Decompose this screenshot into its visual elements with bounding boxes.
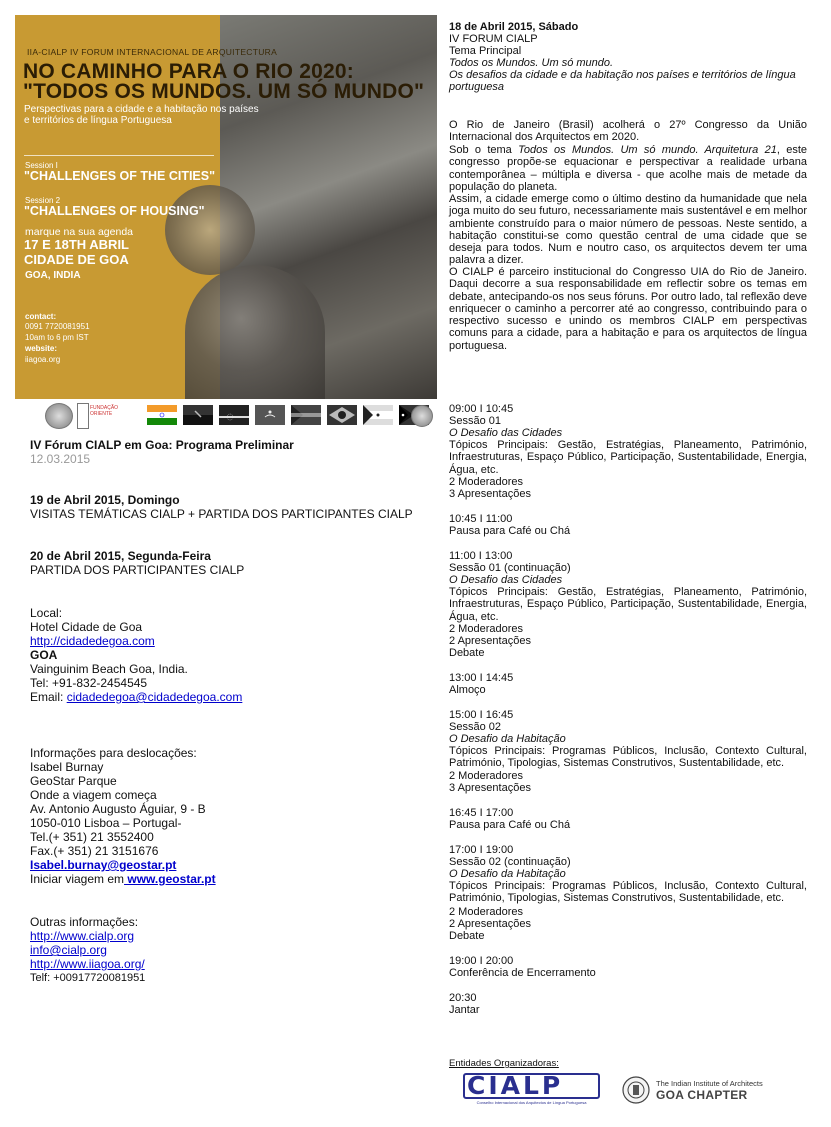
- poster-dates: 17 E 18TH ABRIL: [24, 237, 129, 252]
- iiagoa-website-link[interactable]: http://www.iiagoa.org/: [30, 957, 145, 971]
- poster-agenda-line: marque na sua agenda: [25, 226, 133, 238]
- poster-website: iiagoa.org: [25, 355, 61, 364]
- intro-paragraph3: Assim, a cidade emerge como o último destino da humanidade que nela joga muito do seu futuro, necessariamente mais sustentável e em melhor ambiente construído para o maior número de pessoas. Neste sentido, a habitação constitui-se como questão central de uma cidade que se deseja para todos. Num e noutro caso, os arquitectos devem ter uma palavra a dizer.: [449, 193, 807, 267]
- goa-label: GOA: [30, 648, 58, 662]
- break1-time: 10:45 I 11:00: [449, 513, 513, 525]
- other-phone: Telf: +00917720081951: [30, 972, 146, 984]
- iia-seal-icon: [622, 1076, 650, 1104]
- day19-title: 19 de Abril 2015, Domingo: [30, 493, 180, 507]
- iia-emblem-icon: [45, 403, 73, 429]
- closing-time: 19:00 I 20:00: [449, 955, 514, 967]
- india-flag-icon: [147, 405, 177, 425]
- intro-paragraph2: [449, 144, 807, 193]
- poster-photo-pipe: [165, 185, 255, 275]
- travel-city: 1050-010 Lisboa – Portugal-: [30, 816, 182, 830]
- cialp-vertical-logo-icon: [77, 403, 89, 429]
- brazil-flag-icon: [327, 405, 357, 425]
- theme-line1: Todos os Mundos. Um só mundo.: [449, 57, 614, 69]
- s1-theme: O Desafio das Cidades: [449, 427, 563, 439]
- poster-subtitle-line2: e territórios de língua Portuguesa: [24, 115, 172, 126]
- s1-moderators: 2 Moderadores: [449, 476, 523, 488]
- s1c-debate: Debate: [449, 647, 485, 659]
- iia-logo-line1: The Indian Institute of Architects: [656, 1079, 763, 1088]
- hotel-name: Hotel Cidade de Goa: [30, 620, 143, 634]
- other-info-label: Outras informações:: [30, 915, 139, 929]
- theme-label: Tema Principal: [449, 45, 522, 57]
- travel-fax: Fax.(+ 351) 21 3151676: [30, 844, 159, 858]
- dinner-time: 20:30: [449, 992, 477, 1004]
- day18-title: 18 de Abril 2015, Sábado: [449, 21, 579, 33]
- iia-logo-line2: GOA CHAPTER: [656, 1088, 748, 1102]
- para2-text-a: Sob o tema: [449, 144, 519, 156]
- angola-flag-icon: [183, 405, 213, 425]
- poster-small-heading: IIA-CIALP IV FORUM INTERNACIONAL DE ARQUITECTURA: [27, 47, 278, 57]
- hotel-phone: Tel: +91-832-2454545: [30, 676, 148, 690]
- poster-title-line1: NO CAMINHO PARA O RIO 2020:: [23, 60, 354, 83]
- s2-name: Sessão 02: [449, 721, 501, 733]
- poster-website-label: website:: [25, 344, 58, 353]
- cialp-website-link[interactable]: http://www.cialp.org: [30, 929, 135, 943]
- s1c-time: 11:00 I 13:00: [449, 550, 513, 562]
- poster-session1-label: Session I: [25, 161, 58, 170]
- cialp-email-link[interactable]: info@cialp.org: [30, 943, 107, 957]
- s1c-theme: O Desafio das Cidades: [449, 574, 563, 586]
- s2-moderators: 2 Moderadores: [449, 770, 523, 782]
- travel-street: Av. Antonio Augusto Águiar, 9 - B: [30, 802, 206, 816]
- cialp-logo-text: CIALP: [467, 1071, 564, 1100]
- s2-presentations: 3 Apresentações: [449, 782, 531, 794]
- s2c-theme: O Desafio da Habitação: [449, 868, 566, 880]
- s1c-topics: Tópicos Principais: Gestão, Estratégias, Planeamento, Património, Infraestruturas, Espaço Público, Participação, Sustentabilidade, Energia, Água, etc.: [449, 586, 807, 623]
- intro-paragraph1: O Rio de Janeiro (Brasil) acolherá o 27º Congresso da União Internacional dos Arquitectos em 2020.: [449, 119, 807, 144]
- s1c-presentations: 2 Apresentações: [449, 635, 531, 647]
- macau-flag-icon: [255, 405, 285, 425]
- hotel-address: Vainguinim Beach Goa, India.: [30, 662, 188, 676]
- poster-subtitle-line1: Perspectivas para a cidade e a habitação nos países: [24, 104, 259, 115]
- portugal-emblem-icon: [411, 405, 433, 427]
- poster-divider: [24, 155, 214, 156]
- s2c-debate: Debate: [449, 930, 485, 942]
- travel-start-line: [30, 872, 216, 886]
- closing-text: Conferência de Encerramento: [449, 967, 596, 979]
- poster-session2-label: Session 2: [25, 196, 61, 205]
- day20-title: 20 de Abril 2015, Segunda-Feira: [30, 549, 211, 563]
- program-date: 12.03.2015: [30, 452, 91, 466]
- travel-start-label: Iniciar viagem em: [30, 872, 125, 886]
- s1-time: 09:00 I 10:45: [449, 403, 514, 415]
- hotel-email-link[interactable]: cidadedegoa@cidadedegoa.com: [66, 690, 243, 704]
- travel-company: GeoStar Parque: [30, 774, 117, 788]
- s1c-name: Sessão 01 (continuação): [449, 562, 571, 574]
- cabo-verde-flag-icon: [219, 405, 249, 425]
- poster-title-line2: "TODOS OS MUNDOS. UM SÓ MUNDO": [23, 80, 425, 103]
- sao-tome-flag-icon: [363, 405, 393, 425]
- travel-website-link[interactable]: www.geostar.pt: [124, 872, 216, 886]
- day20-text: PARTIDA DOS PARTICIPANTES CIALP: [30, 563, 245, 577]
- break2-text: Pausa para Café ou Chá: [449, 819, 571, 831]
- para2-text-c: , este congresso propõe-se equacionar e perspectivar a realidade urbana contemporânea – múltipla e diversa - que acolhe mais de metade da população do planeta.: [449, 144, 808, 193]
- mozambique-flag-icon: [291, 405, 321, 425]
- event-poster: [15, 15, 437, 399]
- hotel-email-line: [30, 690, 242, 704]
- travel-phone: Tel.(+ 351) 21 3552400: [30, 830, 154, 844]
- local-label: Local:: [30, 606, 63, 620]
- travel-contact-name: Isabel Burnay: [30, 760, 104, 774]
- email-label: Email:: [30, 690, 67, 704]
- program-title: IV Fórum CIALP em Goa: Programa Preliminar: [30, 438, 294, 452]
- s2-theme: O Desafio da Habitação: [449, 733, 566, 745]
- travel-email-link[interactable]: Isabel.burnay@geostar.pt: [30, 858, 177, 872]
- para2-italic-title: Todos os Mundos. Um só mundo. Arquitetura 21: [518, 144, 777, 156]
- theme-line2: Os desafios da cidade e da habitação nos países e territórios de língua portuguesa: [449, 69, 796, 94]
- poster-contact-phone: 0091 7720081951: [25, 322, 90, 331]
- s2c-topics: Tópicos Principais: Programas Públicos, Inclusão, Contexto Cultural, Património, Tipologias, Sistemas Construtivos, Sustentabilidade, etc.: [449, 880, 807, 905]
- s2c-presentations: 2 Apresentações: [449, 918, 531, 930]
- cialp-logo-caption: Conselho Internacional dos Arquitectos de Língua Portuguesa: [476, 1100, 587, 1105]
- travel-label: Informações para deslocações:: [30, 746, 197, 760]
- organizers-label: Entidades Organizadoras:: [449, 1058, 559, 1069]
- poster-contact-hours: 10am to 6 pm IST: [25, 333, 89, 342]
- lunch-text: Almoço: [449, 684, 486, 696]
- s2c-moderators: 2 Moderadores: [449, 906, 523, 918]
- s1-presentations: 3 Apresentações: [449, 488, 531, 500]
- lunch-time: 13:00 I 14:45: [449, 672, 514, 684]
- break1-text: Pausa para Café ou Chá: [449, 525, 571, 537]
- partner-logo-bar: [15, 399, 437, 432]
- s1-topics: Tópicos Principais: Gestão, Estratégias, Planeamento, Património, Infraestruturas, Espaço Público, Participação, Sustentabilidade, Energia, Água, etc.: [449, 439, 807, 476]
- s2c-name: Sessão 02 (continuação): [449, 856, 571, 868]
- fundacao-oriente-logo: FUNDAÇÃO ORIENTE: [90, 405, 119, 417]
- s2-time: 15:00 I 16:45: [449, 709, 514, 721]
- poster-city: CIDADE DE GOA: [24, 252, 129, 267]
- s2c-time: 17:00 I 19:00: [449, 844, 514, 856]
- forum-name: IV FORUM CIALP: [449, 33, 538, 45]
- s1c-moderators: 2 Moderadores: [449, 623, 523, 635]
- poster-session1-title: "CHALLENGES OF THE CITIES": [24, 169, 216, 183]
- break2-time: 16:45 I 17:00: [449, 807, 514, 819]
- s2-topics: Tópicos Principais: Programas Públicos, Inclusão, Contexto Cultural, Património, Tipologias, Sistemas Construtivos, Sustentabilidade, etc.: [449, 745, 807, 770]
- poster-place: GOA, INDIA: [25, 270, 81, 281]
- intro-paragraph4: O CIALP é parceiro institucional do Congresso UIA do Rio de Janeiro. Daqui decorre a sua responsabilidade em reflectir sobre os temas em debate, antecipando-os nos seus fóruns. Por outro lado, tal reflexão deve enriquecer o caminho a percorrer até ao congresso, contribuindo para o respectivo sucesso e unindo os membros CIALP em perspectivas comuns para a cidade, para a habitação e para os arquitectos de língua portuguesa.: [449, 266, 807, 352]
- poster-session2-title: "CHALLENGES OF HOUSING": [24, 204, 205, 218]
- poster-contact-label: contact:: [25, 312, 57, 321]
- day19-text: VISITAS TEMÁTICAS CIALP + PARTIDA DOS PARTICIPANTES CIALP: [30, 507, 413, 521]
- poster-photo-pipes-children: [185, 265, 325, 399]
- hotel-website-link[interactable]: http://cidadedegoa.com: [30, 634, 155, 648]
- dinner-text: Jantar: [449, 1004, 480, 1016]
- cialp-logo: [463, 1073, 600, 1105]
- travel-slogan: Onde a viagem começa: [30, 788, 157, 802]
- s1-name: Sessão 01: [449, 415, 501, 427]
